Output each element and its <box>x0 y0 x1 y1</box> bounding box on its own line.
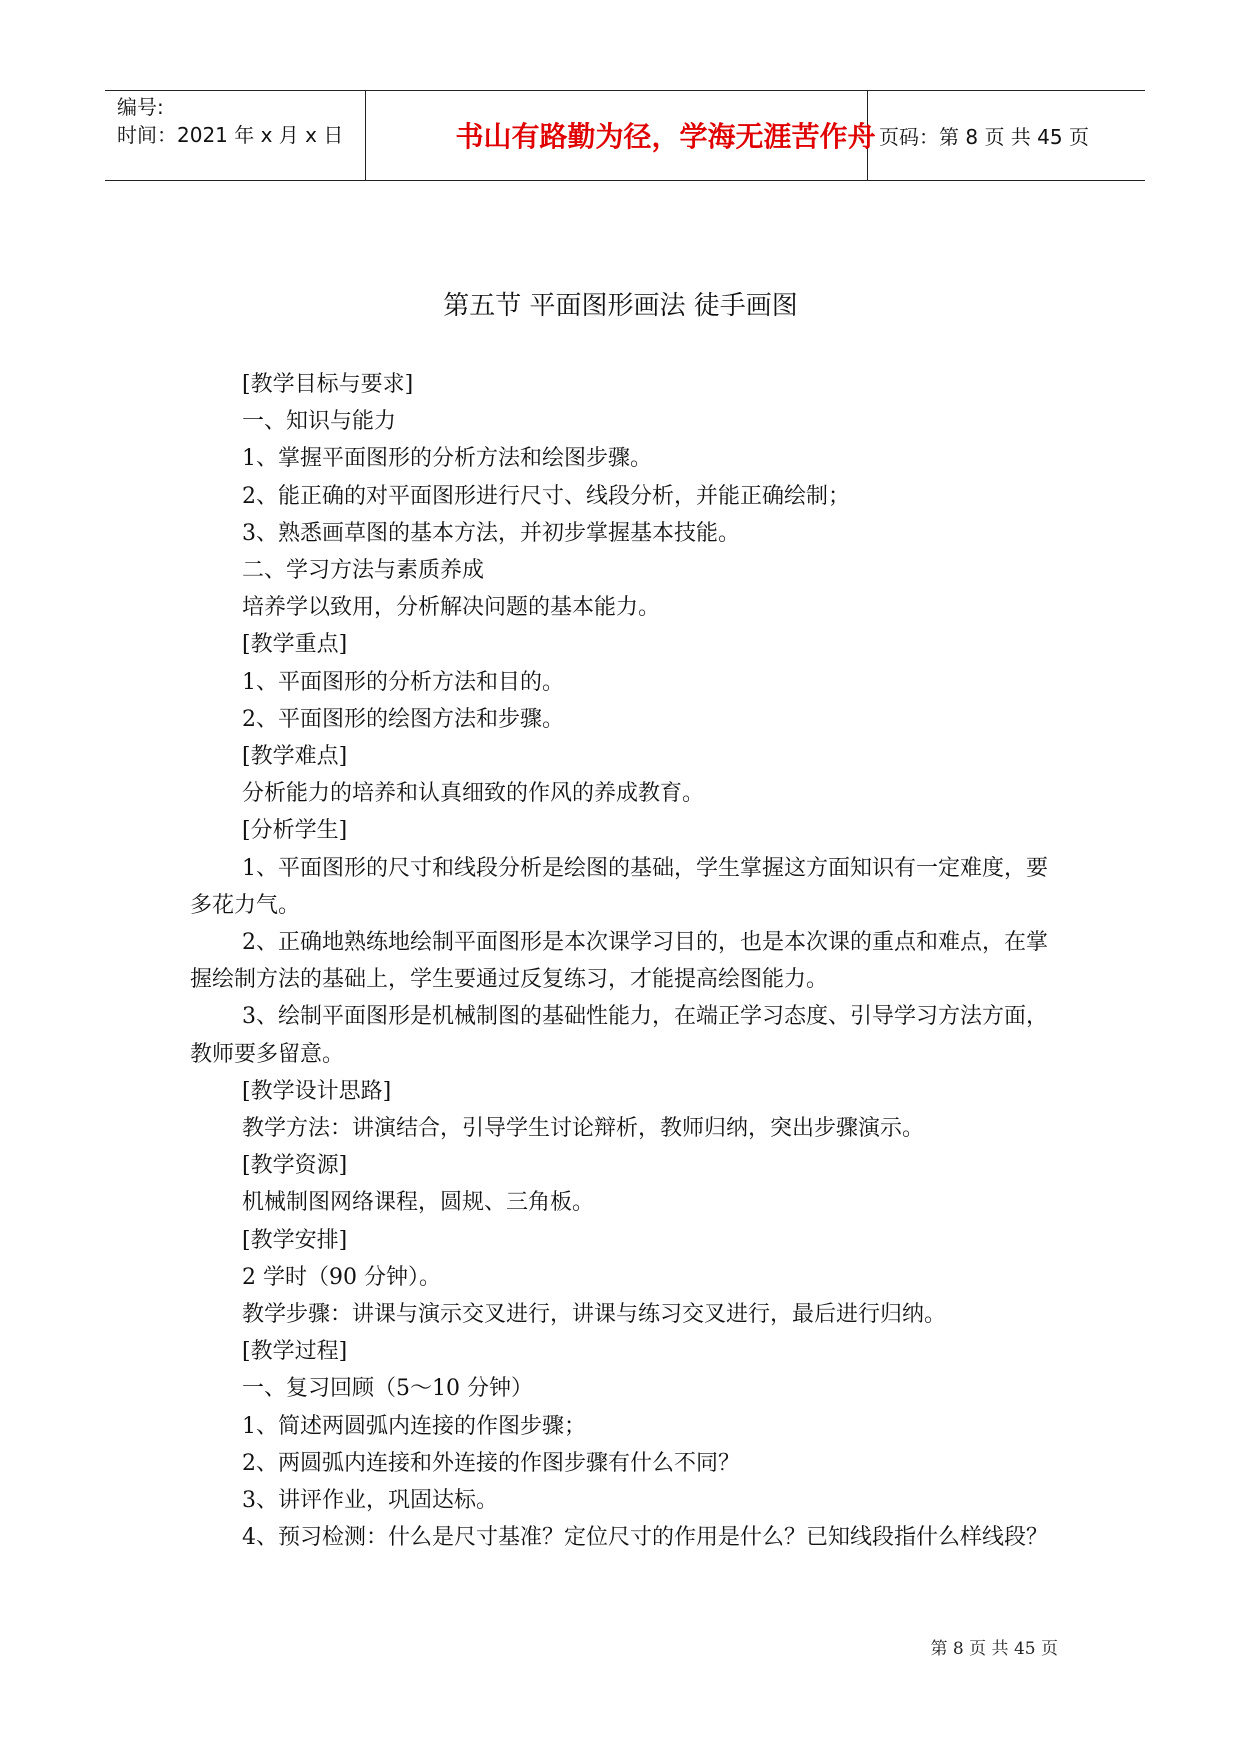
time-label: 时间：2021 年 x 月 x 日 <box>117 123 344 147</box>
body-paragraph: 2、平面图形的绘图方法和步骤。 <box>242 706 564 732</box>
header-page-label: 页码：第 8 页 共 45 页 <box>879 124 1089 149</box>
header-meta <box>117 93 343 149</box>
body-paragraph: [教学安排] <box>242 1227 348 1253</box>
page-footer: 第 8 页 共 45 页 <box>930 1639 1058 1659</box>
body-paragraph: 二、学习方法与素质养成 <box>242 558 485 584</box>
body-paragraph: 1、掌握平面图形的分析方法和绘图步骤。 <box>242 446 652 472</box>
body-paragraph: [分析学生] <box>242 818 348 844</box>
section-title: 第五节 平面图形画法 徒手画图 <box>443 291 798 321</box>
body-paragraph: 2、能正确的对平面图形进行尺寸、线段分析，并能正确绘制； <box>242 483 850 509</box>
body-paragraph: 2 学时（90 分钟）。 <box>242 1264 441 1290</box>
number-label: 编号: <box>117 95 164 119</box>
body-paragraph: 教学步骤：讲课与演示交叉进行，讲课与练习交叉进行，最后进行归纳。 <box>242 1302 947 1328</box>
body-paragraph: 3、绘制平面图形是机械制图的基础性能力，在端正学习态度、引导学习方法方面，教师要多留意。 <box>190 1004 1048 1067</box>
body-paragraph: 一、知识与能力 <box>242 409 397 435</box>
body-paragraph: 分析能力的培养和认真细致的作风的养成教育。 <box>242 781 705 807</box>
body-paragraph: [教学资源] <box>242 1153 348 1179</box>
body-paragraph: 2、正确地熟练地绘制平面图形是本次课学习目的，也是本次课的重点和难点，在掌握绘制方法的基础上，学生要通过反复练习，才能提高绘图能力。 <box>190 930 1048 993</box>
body-paragraph: [教学重点] <box>242 632 348 658</box>
body-paragraph: 一、复习回顾（5～10 分钟） <box>242 1376 533 1402</box>
body-paragraph: 3、讲评作业，巩固达标。 <box>242 1488 498 1514</box>
body-paragraph: 培养学以致用，分析解决问题的基本能力。 <box>242 595 661 621</box>
body-paragraph: 1、简述两圆弧内连接的作图步骤； <box>242 1413 586 1439</box>
body-paragraph: 机械制图网络课程，圆规、三角板。 <box>242 1190 595 1216</box>
body-paragraph: 4、预习检测：什么是尺寸基准？定位尺寸的作用是什么？已知线段指什么样线段？ <box>242 1525 1048 1551</box>
document-body <box>190 366 1060 1557</box>
body-paragraph: 1、平面图形的尺寸和线段分析是绘图的基础，学生掌握这方面知识有一定难度，要多花力气。 <box>190 855 1048 918</box>
body-paragraph: [教学过程] <box>242 1339 348 1365</box>
body-paragraph: [教学难点] <box>242 744 348 770</box>
body-paragraph: 3、熟悉画草图的基本方法，并初步掌握基本技能。 <box>242 520 740 546</box>
page-header <box>105 90 1145 181</box>
body-paragraph: [教学设计思路] <box>242 1078 392 1104</box>
body-paragraph: [教学目标与要求] <box>242 372 414 397</box>
body-paragraph: 教学方法：讲演结合，引导学生讨论辩析，教师归纳，突出步骤演示。 <box>242 1116 925 1142</box>
body-paragraph: 2、两圆弧内连接和外连接的作图步骤有什么不同？ <box>242 1450 740 1476</box>
body-paragraph: 1、平面图形的分析方法和目的。 <box>242 669 564 695</box>
header-motto: 书山有路勤为径，学海无涯苦作舟 <box>455 120 876 153</box>
